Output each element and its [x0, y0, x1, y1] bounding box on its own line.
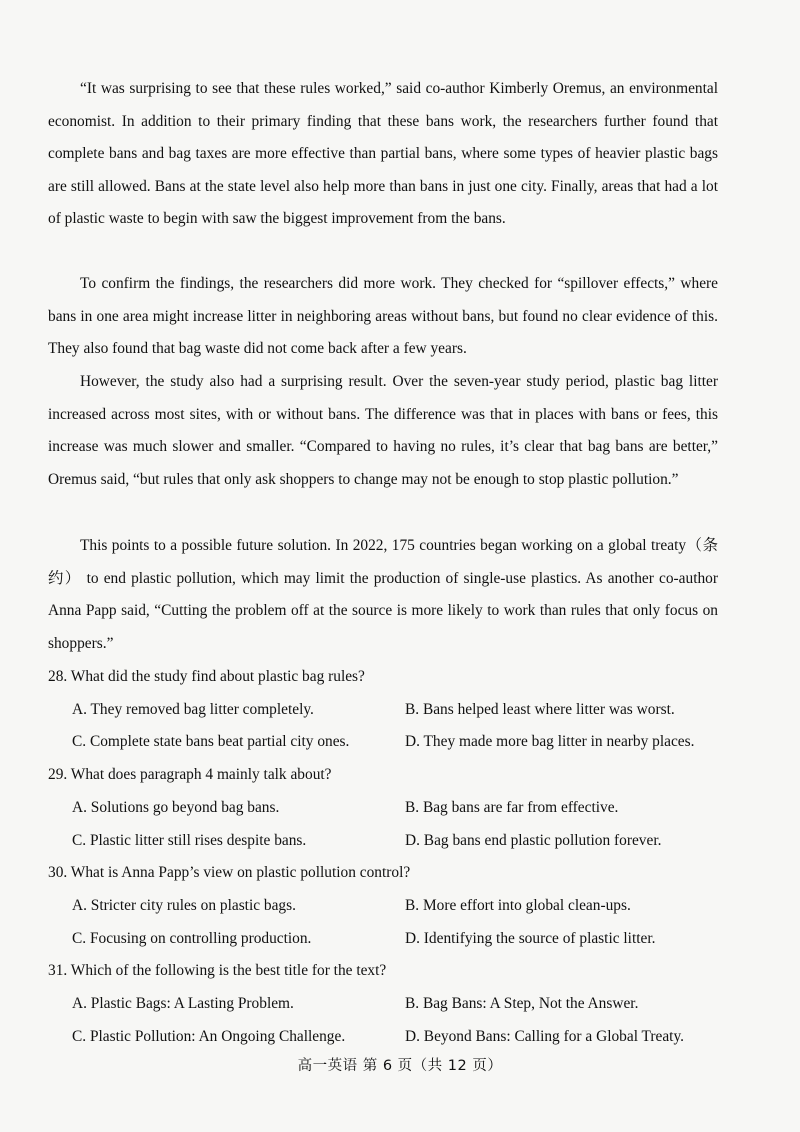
- question-30-option-d: D. Identifying the source of plastic litter.: [405, 930, 656, 947]
- question-28-option-d: D. They made more bag litter in nearby places.: [405, 733, 695, 750]
- question-28-stem: 28. What did the study find about plastic bag rules?: [48, 668, 365, 685]
- passage-paragraph-3: [48, 366, 718, 496]
- question-29-option-d: D. Bag bans end plastic pollution forever.: [405, 832, 662, 849]
- question-29-stem: 29. What does paragraph 4 mainly talk about?: [48, 766, 332, 783]
- question-31-option-a: A. Plastic Bags: A Lasting Problem.: [72, 995, 294, 1012]
- question-31-option-d: D. Beyond Bans: Calling for a Global Treaty.: [405, 1028, 684, 1045]
- page-footer: 高一英语 第 6 页（共 12 页）: [297, 1058, 503, 1074]
- passage-paragraph-2: [48, 268, 718, 366]
- paragraph-text: “It was surprising to see that these rules worked,” said co-author Kimberly Oremus, an environmental economist. In addition to their primary finding that these bans work, the researchers further found that complete bans and bag taxes are more effective than partial bans, where some types of heavier plastic bags are still allowed. Bans at the state level also help more than bans in just one city. Finally, areas that had a lot of plastic waste to begin with saw the biggest improvement from the bans.: [48, 80, 718, 228]
- paragraph-text: This points to a possible future solution. In 2022, 175 countries began working on a global treaty（条约） to end plastic pollution, which may limit the production of single-use plastics. As another co-author Anna Papp said, “Cutting the problem off at the source is more likely to work than rules that only focus on shoppers.”: [48, 537, 718, 652]
- question-30-option-b: B. More effort into global clean-ups.: [405, 897, 631, 914]
- paragraph-text: However, the study also had a surprising result. Over the seven-year study period, plastic bag litter increased across most sites, with or without bans. The difference was that in places with bans or fees, this increase was much slower and smaller. “Compared to having no rules, it’s clear that bag bans are better,” Oremus said, “but rules that only ask shoppers to change may not be enough to stop plastic pollution.”: [48, 373, 718, 488]
- question-28-option-c: C. Complete state bans beat partial city ones.: [72, 733, 350, 750]
- paragraph-text: To confirm the findings, the researchers did more work. They checked for “spillover effects,” where bans in one area might increase litter in neighboring areas without bans, but found no clear evidence of this. They also found that bag waste did not come back after a few years.: [48, 275, 718, 358]
- passage-paragraph-1: [48, 73, 718, 236]
- question-29-option-a: A. Solutions go beyond bag bans.: [72, 799, 280, 816]
- passage-paragraph-4: [48, 530, 718, 660]
- question-31-stem: 31. Which of the following is the best title for the text?: [48, 962, 387, 979]
- question-30-stem: 30. What is Anna Papp’s view on plastic pollution control?: [48, 864, 411, 881]
- question-29-option-c: C. Plastic litter still rises despite bans.: [72, 832, 307, 849]
- question-28-option-b: B. Bans helped least where litter was worst.: [405, 701, 675, 718]
- question-31-option-c: C. Plastic Pollution: An Ongoing Challenge.: [72, 1028, 346, 1045]
- question-29-option-b: B. Bag bans are far from effective.: [405, 799, 619, 816]
- question-30-option-c: C. Focusing on controlling production.: [72, 930, 312, 947]
- question-31-option-b: B. Bag Bans: A Step, Not the Answer.: [405, 995, 639, 1012]
- question-28-option-a: A. They removed bag litter completely.: [72, 701, 314, 718]
- question-30-option-a: A. Stricter city rules on plastic bags.: [72, 897, 296, 914]
